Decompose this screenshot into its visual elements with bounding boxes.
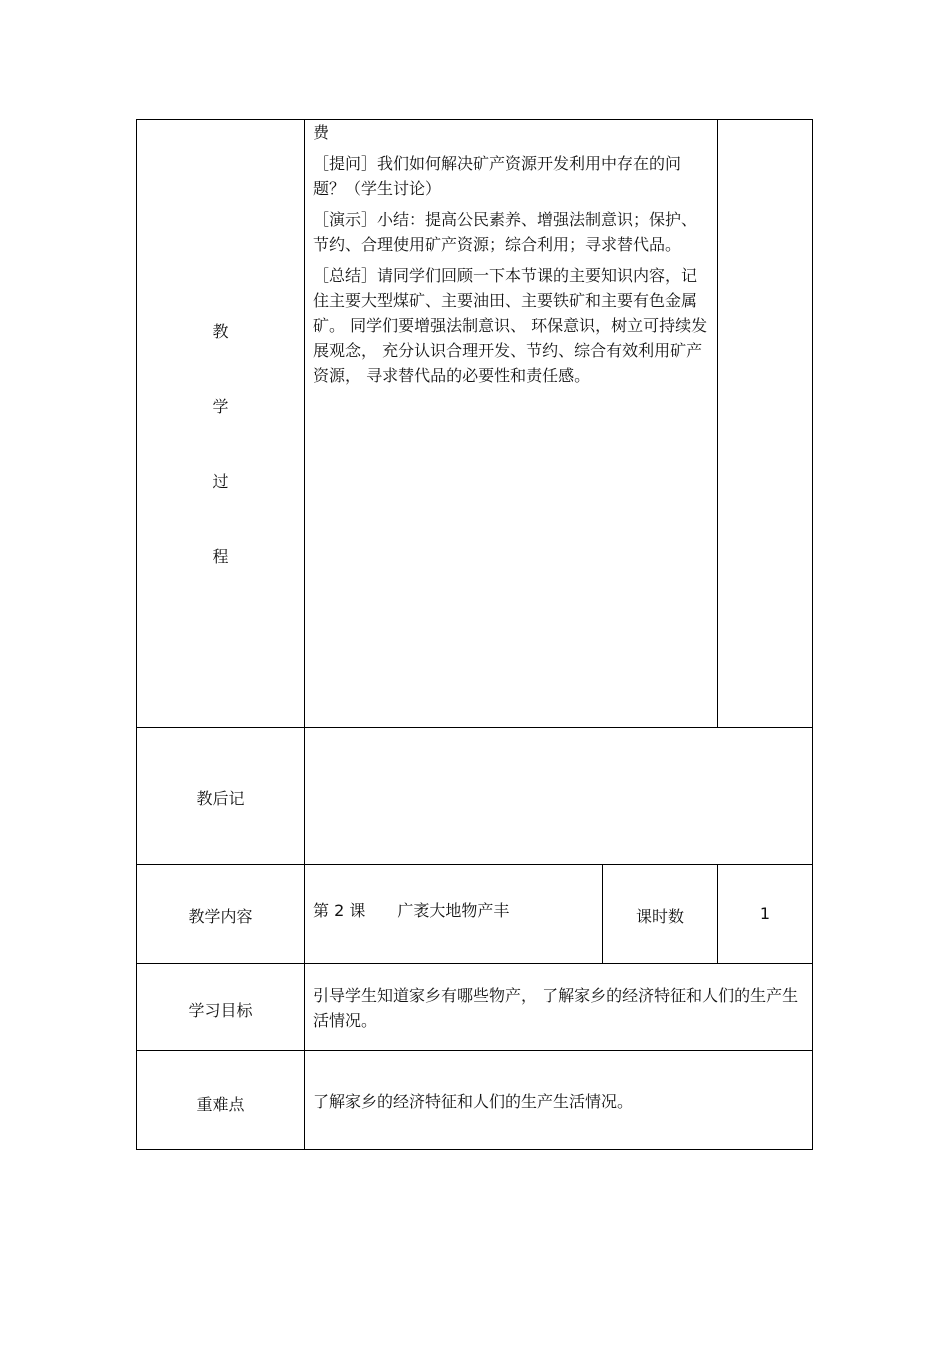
process-paragraph: ［提问］我们如何解决矿产资源开发利用中存在的问题？（学生讨论） [313, 154, 682, 198]
process-label-char: 学 [212, 397, 229, 416]
process-label-char: 过 [212, 472, 229, 491]
key-points-label: 重难点 [196, 1095, 245, 1114]
table-divider [136, 963, 813, 964]
process-paragraph: ［总结］请同学们回顾一下本节课的主要知识内容，记住主要大型煤矿、主要油田、主要铁矿和主要有色金属矿。 同学们要增强法制意识、 环保意识，树立可持续发展观念， 充分认识合理开发、节约、综合有效利用矿产资源， 寻求替代品的必要性和责任感。 [313, 266, 708, 385]
objective-label: 学习目标 [188, 1001, 253, 1020]
objective-text: 引导学生知道家乡有哪些物产， 了解家乡的经济特征和人们的生产生活情况。 [313, 986, 799, 1030]
process-paragraph: 费 [313, 123, 330, 142]
content-label: 教学内容 [188, 907, 253, 926]
post-notes-label: 教后记 [196, 789, 245, 808]
table-divider [304, 119, 305, 1150]
table-divider [136, 727, 813, 728]
process-content [313, 120, 711, 394]
table-divider [136, 1050, 813, 1051]
process-paragraph: ［演示］小结：提高公民素养、增强法制意识；保护、节约、合理使用矿产资源；综合利用；寻求替代品。 [313, 210, 698, 254]
process-label-char: 程 [212, 547, 229, 566]
table-divider [717, 119, 718, 727]
key-points-text: 了解家乡的经济特征和人们的生产生活情况。 [313, 1092, 634, 1111]
lesson-title: 第 2 课 广袤大地物产丰 [313, 901, 510, 920]
process-label-char: 教 [212, 322, 229, 341]
hours-value: 1 [759, 904, 771, 923]
table-divider [136, 864, 813, 865]
hours-label: 课时数 [635, 907, 684, 926]
